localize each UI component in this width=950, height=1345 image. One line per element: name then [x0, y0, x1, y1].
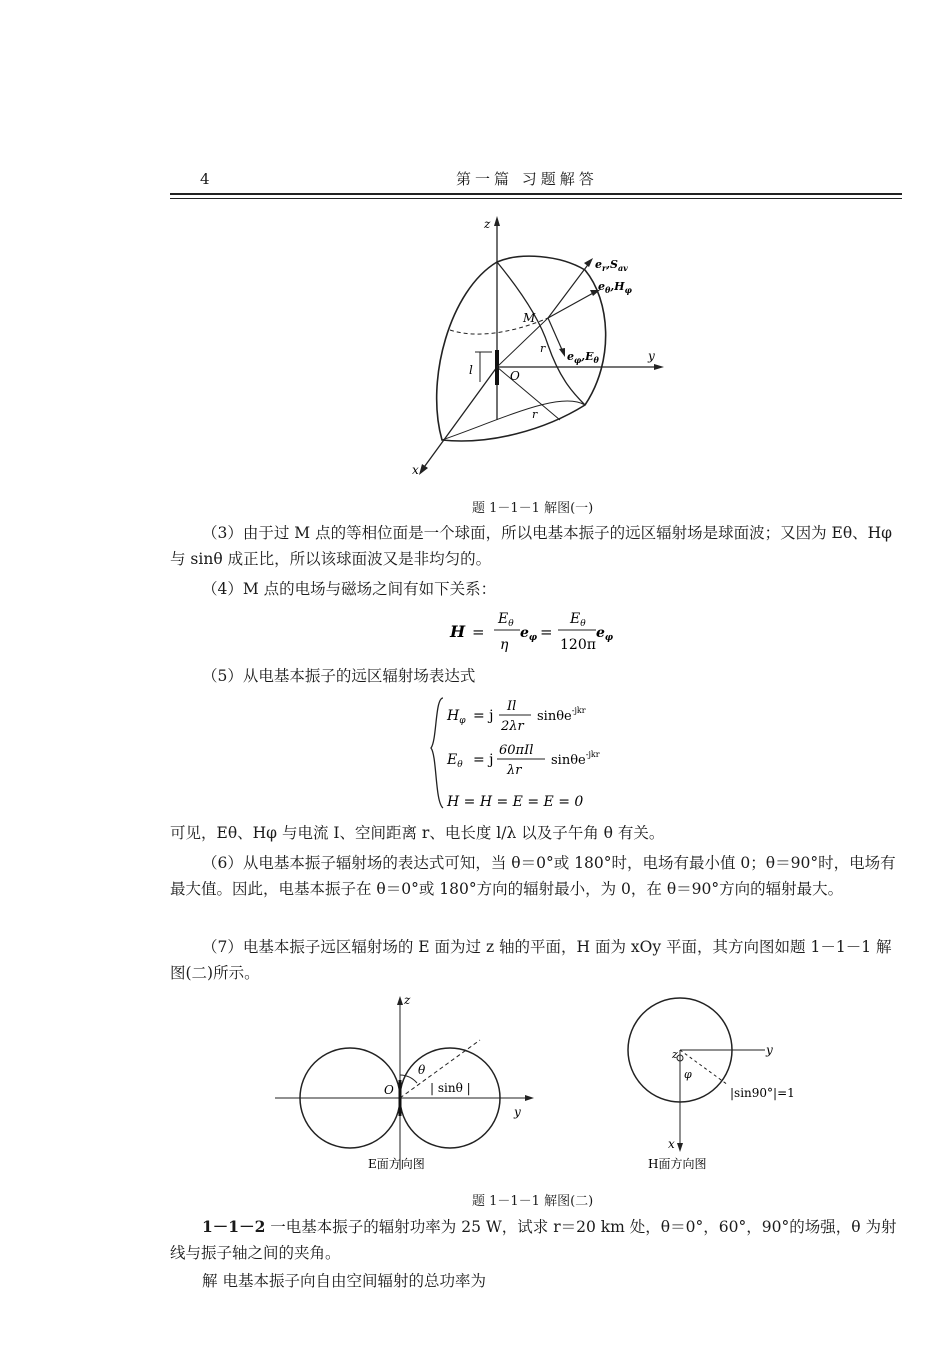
- svg-text:2λr: 2λr: [501, 719, 524, 734]
- radius-lower: [497, 367, 560, 420]
- h-plane-x-arrow: [677, 1143, 683, 1152]
- label-x: x: [412, 463, 419, 477]
- paragraph-conclusion: 可见，Eθ、Hφ 与电流 I、空间距离 r、电长度 l/λ 以及子午角 θ 有关。: [170, 824, 665, 842]
- svg-text:Eθ: $E_\theta$: [447, 752, 463, 770]
- equation-H-relation: [440, 603, 640, 657]
- svg-text:60πIl: 60πIl: [499, 743, 534, 758]
- svg-text:Eθ: $E_\theta$: [498, 611, 514, 629]
- svg-text:=: =: [540, 623, 553, 641]
- figure-1-caption: 题 1－1－1 解图(一): [472, 501, 594, 516]
- figure-1-spherical-diagram: [400, 208, 700, 488]
- h-plane-label-x: x: [668, 1137, 675, 1151]
- h-plane-label-phi: φ: [684, 1068, 692, 1081]
- svg-text:sinθe-jkr: sinθe$^{-jkr}$: [551, 750, 600, 768]
- svg-text:= j: = j: [473, 708, 494, 724]
- e-plane-y-arrow: [525, 1095, 534, 1101]
- problem-number: 1－1－2: [202, 1217, 266, 1236]
- svg-text:Il: Il: [507, 699, 517, 714]
- e-plane-caption: E面方向图: [368, 1157, 425, 1171]
- label-O: O: [510, 369, 520, 383]
- svg-text:= j: = j: [473, 752, 494, 768]
- vector-er-arrow: [584, 258, 593, 267]
- svg-text:eφ: $e_\varphi$: [520, 625, 538, 643]
- vector-er: [548, 262, 590, 318]
- svg-text:η: η: [500, 637, 509, 653]
- figure-2-radiation-patterns: [270, 990, 810, 1175]
- svg-text:sinθe-jkr: sinθe$^{-jkr}$: [537, 706, 586, 724]
- y-axis-arrow: [654, 364, 664, 370]
- label-er-sav: $e_r,S_{av}$: [595, 258, 628, 273]
- paragraph-5: （5）从电基本振子的远区辐射场表达式: [202, 667, 476, 685]
- e-plane-label-z: z: [404, 993, 411, 1007]
- running-header: 第一篇 习题解答: [456, 170, 598, 188]
- svg-text:=: =: [472, 623, 485, 641]
- label-y: y: [648, 349, 655, 363]
- h-plane-label-z: z: [672, 1048, 678, 1061]
- label-M: M: [523, 311, 536, 325]
- h-plane-label-y: y: [766, 1043, 773, 1057]
- solution-text: 电基本振子向自由空间辐射的总功率为: [222, 1272, 486, 1290]
- solution-label: 解: [202, 1272, 218, 1290]
- svg-text:120π: 120π: [560, 637, 596, 653]
- svg-text:eφ: $e_\varphi$: [596, 625, 614, 643]
- octant-outline: [437, 256, 606, 441]
- header-rule-thin: [170, 198, 902, 199]
- problem-1-1-2: [170, 1214, 902, 1266]
- vector-ephi: [548, 318, 563, 352]
- paragraph-3: （3）由于过 M 点的等相位面是一个球面，所以电基本振子的远区辐射场是球面波；又因为 Eθ、Hφ 与 sinθ 成正比，所以该球面波又是非均匀的。: [170, 524, 893, 568]
- meridian-arc: [497, 262, 585, 405]
- vector-ephi-arrow: [559, 348, 565, 357]
- svg-text:Hφ: $H_\varphi$: [447, 708, 466, 726]
- figure-2-caption: 题 1－1－1 解图(二): [472, 1194, 594, 1209]
- svg-text:λr: λr: [507, 763, 522, 778]
- h-plane-caption: H面方向图: [648, 1157, 707, 1171]
- paragraph-4: （4）M 点的电场与磁场之间有如下关系：: [202, 580, 497, 598]
- label-etheta-hphi: $e_\theta,H_\varphi$: [598, 280, 632, 295]
- e-plane-label-sin: | sinθ |: [430, 1081, 471, 1095]
- paragraph-6: （6）从电基本振子辐射场的表达式可知，当 θ＝0°或 180°时，电场有最小值 0；θ＝90°时，电场有最大值。因此，电基本振子在 θ＝0°或 180°方向的辐射最小，为 0，在 θ＝90°方向的辐射最大。: [170, 854, 896, 898]
- problem-text: 一电基本振子的辐射功率为 25 W，试求 r＝20 km 处，θ＝0°，60°，90°的场强，θ 为射线与振子轴之间的夹角。: [170, 1218, 897, 1262]
- paragraph-7: （7）电基本振子远区辐射场的 E 面为过 z 轴的平面，H 面为 xOy 平面，其方向图如题 1－1－1 解图(二)所示。: [170, 938, 892, 982]
- svg-text:H = H = E = E = 0: H = H = E = E = 0: [447, 794, 584, 810]
- x-axis: [422, 367, 497, 470]
- svg-text:Eθ: $E_\theta$: [570, 611, 586, 629]
- x-axis-arrow: [419, 464, 428, 475]
- label-ephi-etheta: $e_\varphi,E_\theta$: [567, 350, 599, 365]
- label-r2: r: [532, 408, 538, 421]
- z-axis-arrow: [494, 216, 500, 226]
- e-plane-z-arrow: [397, 996, 403, 1005]
- header-rule-thick: [170, 193, 902, 195]
- e-plane-label-y: y: [514, 1105, 521, 1119]
- h-plane-label-sin: |sin90°|=1: [730, 1086, 795, 1100]
- e-plane-label-theta: θ: [418, 1063, 426, 1077]
- e-plane-label-O: O: [384, 1083, 394, 1097]
- page-number: 4: [200, 170, 210, 188]
- equation-system-far-field: [425, 690, 685, 818]
- label-z: z: [484, 217, 491, 231]
- vector-etheta: [548, 292, 595, 318]
- label-r1: r: [540, 342, 546, 355]
- label-l: l: [469, 363, 473, 377]
- solution: [170, 1268, 902, 1294]
- svg-text:H: H: [450, 622, 466, 641]
